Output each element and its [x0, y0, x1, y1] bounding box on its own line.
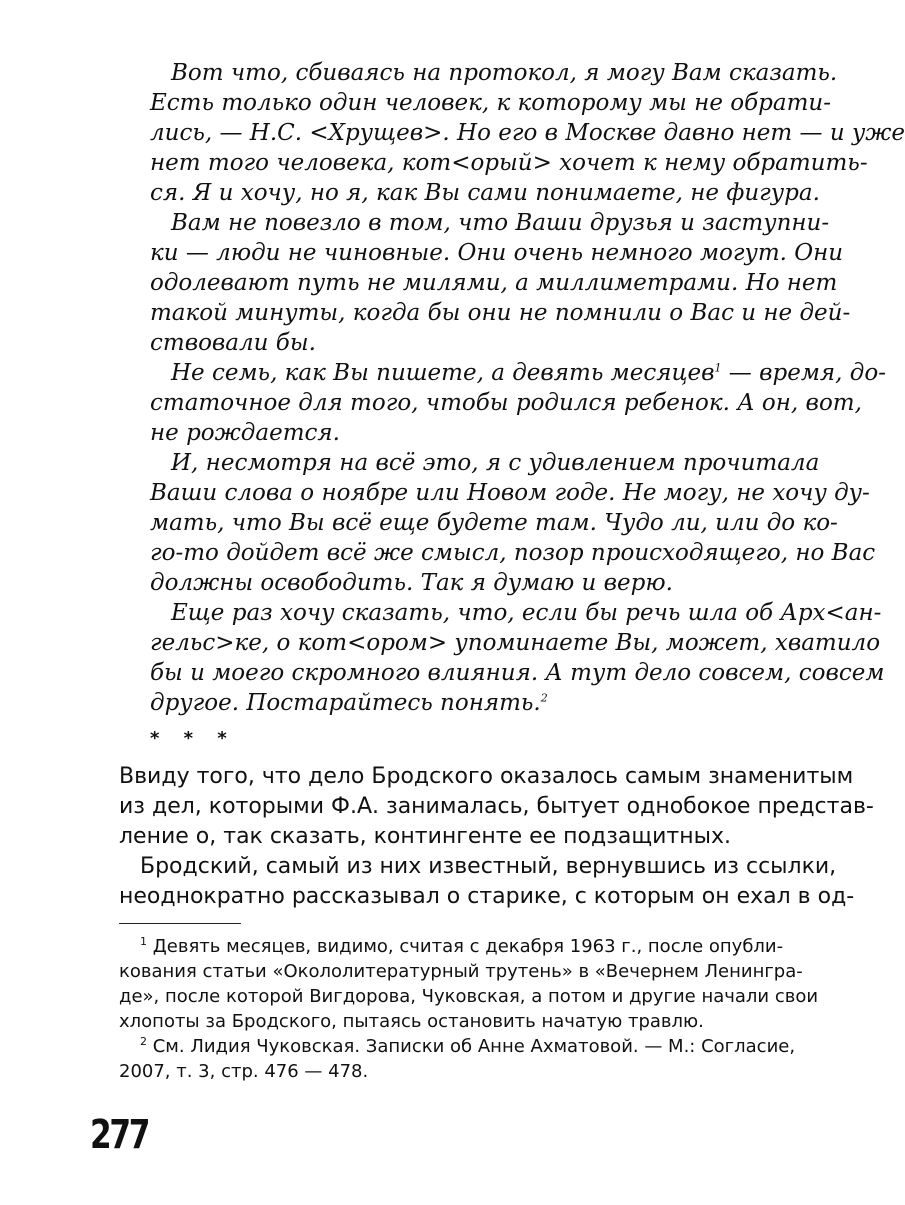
letter-line: Вам не повезло в том, что Ваши друзья и заступни- [171, 210, 830, 236]
letter-line: Еще раз хочу сказать, что, если бы речь шла об Арх<ан- [171, 600, 882, 626]
letter-line: И, несмотря на всё это, я с удивлением прочитала [171, 450, 820, 476]
footnote-ref-2[interactable]: 2 [540, 691, 548, 705]
letter-line: такой минуты, когда бы они не помнили о Вас и не дей- [150, 300, 851, 326]
footnote-line: кования статьи «Окололитературный трутень» в «Вечернем Ленингра- [119, 961, 803, 982]
body-line: Бродский, самый из них известный, вернувшись из ссылки, [140, 854, 837, 879]
body-line: неоднократно рассказывал о старике, с которым он ехал в од- [119, 884, 855, 909]
letter-line: Вот что, сбиваясь на протокол, я могу Вам сказать. [171, 60, 838, 86]
body-line: из дел, которыми Ф.А. занималась, бытует однобокое представ- [119, 794, 874, 819]
letter-line: Ваши слова о ноябре или Новом годе. Не могу, не хочу ду- [150, 480, 870, 506]
footnote-text: Девять месяцев, видимо, считая с декабря 1963 г., после опубли- [147, 936, 784, 957]
letter-line: одолевают путь не милями, а миллиметрами. Но нет [150, 270, 838, 296]
letter-text: другое. Постарайтесь понять. [150, 690, 541, 716]
letter-line: бы и моего скромного влияния. А тут дело совсем, совсем [150, 660, 885, 686]
letter-text: Не семь, как Вы пишете, а девять месяцев [171, 360, 715, 386]
body-line: ление о, так сказать, контингенте ее подзащитных. [119, 824, 731, 849]
letter-line: мать, что Вы всё еще будете там. Чудо ли, или до ко- [150, 510, 838, 536]
letter-line: ки — люди не чиновные. Они очень немного могут. Они [150, 240, 844, 266]
footnote-ref-1[interactable]: 1 [714, 361, 722, 375]
letter-line: ствовали бы. [150, 330, 316, 356]
letter-text: — время, до- [721, 360, 886, 386]
footnote-line [140, 935, 783, 959]
letter-line [150, 688, 548, 718]
letter-line: Есть только один человек, к которому мы не обрати- [150, 90, 831, 116]
footnote-text: См. Лидия Чуковская. Записки об Анне Ахматовой. — М.: Согласие, [147, 1036, 796, 1057]
letter-line: ся. Я и хочу, но я, как Вы сами понимаете, не фигура. [150, 180, 820, 206]
body-line: Ввиду того, что дело Бродского оказалось самым знаменитым [119, 764, 854, 789]
letter-line: нет того человека, кот<орый> хочет к нему обратить- [150, 150, 868, 176]
letter-line: лись, — Н.С. <Хрущев>. Но его в Москве давно нет — и уже [150, 120, 905, 146]
footnote-divider [119, 923, 241, 924]
letter-line: должны освободить. Так я думаю и верю. [150, 570, 673, 596]
letter-line [171, 358, 886, 388]
footnote-line [140, 1035, 795, 1059]
footnote-line: 2007, т. 3, стр. 476 — 478. [119, 1061, 369, 1082]
footnote-line: де», после которой Вигдорова, Чуковская, а потом и другие начали свои [119, 986, 819, 1007]
letter-line: не рождается. [150, 420, 340, 446]
footnote-line: хлопоты за Бродского, пытаясь остановить начатую травлю. [119, 1011, 704, 1032]
footnote-mark-2: 2 [140, 1035, 147, 1048]
letter-line: го-то дойдет всё же смысл, позор происходящего, но Вас [150, 540, 876, 566]
letter-line: гельс>ке, о кот<ором> упоминаете Вы, может, хватило [150, 630, 881, 656]
letter-line: статочное для того, чтобы родился ребенок. А он, вот, [150, 390, 862, 416]
footnote-mark-1: 1 [140, 935, 147, 948]
section-separator: * * * [150, 728, 236, 749]
page-number: 277 [90, 1112, 149, 1158]
